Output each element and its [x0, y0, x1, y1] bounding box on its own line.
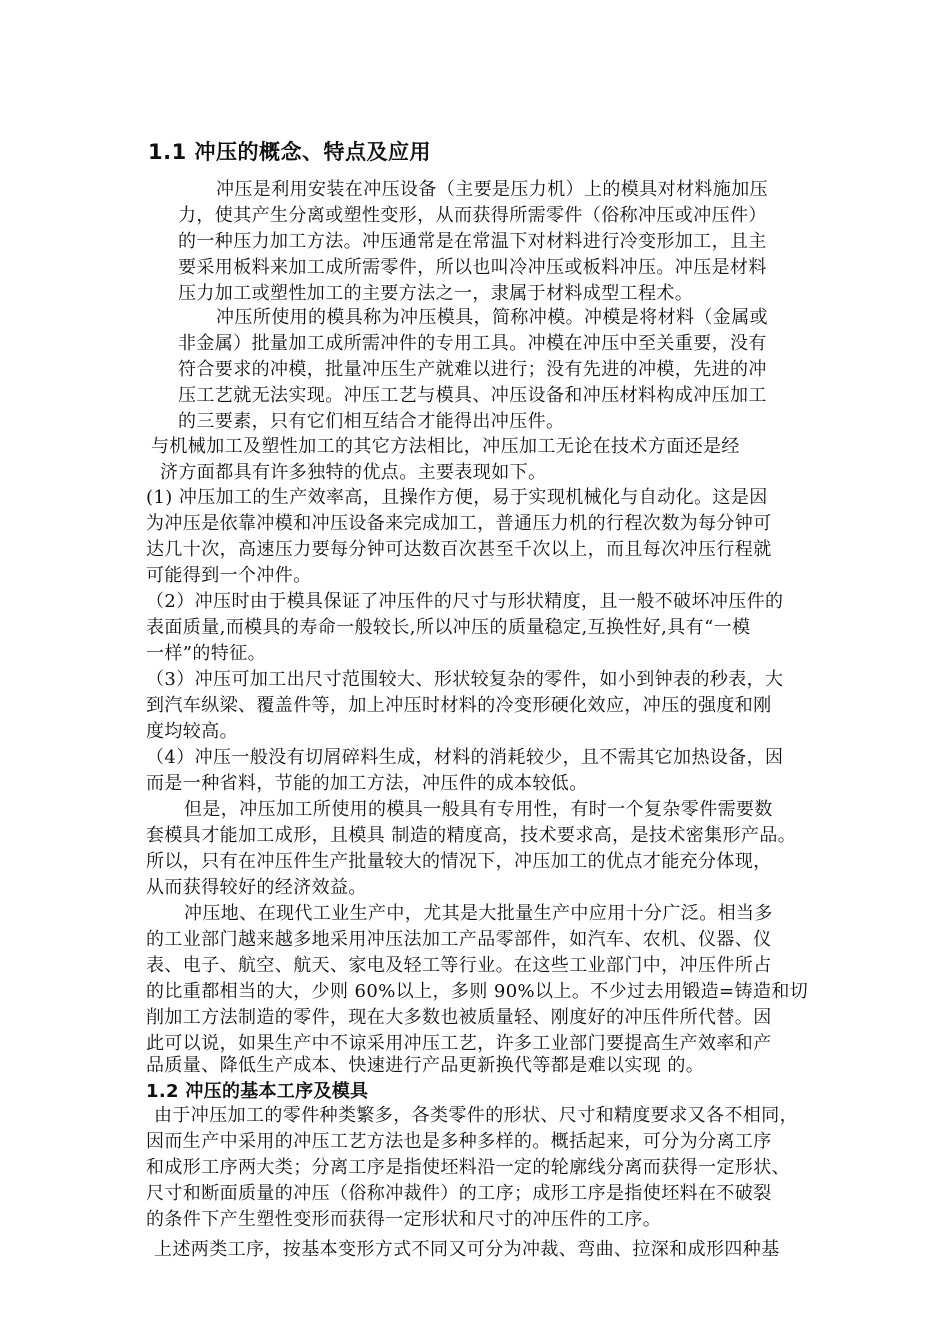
list-item-line: 为冲压是依靠冲模和冲压设备来完成加工，普通压力机的行程次数为每分钟可: [146, 513, 772, 534]
paragraph-line: 冲压是利用安装在冲压设备（主要是压力机）上的模具对材料施加压: [216, 179, 768, 200]
paragraph-line: 冲压地、在现代工业生产中，尤其是大批量生产中应用十分广泛。相当多: [184, 903, 773, 924]
list-item-line: （2）冲压时由于模具保证了冲压件的尺寸与形状精度，且一般不破坏冲压件的: [146, 591, 784, 612]
paragraph-line: 削加工方法制造的零件，现在大多数也被质量轻、刚度好的冲压件所代替。因: [146, 1007, 772, 1028]
section-1-heading: 1.1 冲压的概念、特点及应用: [148, 140, 432, 164]
paragraph-line: 的比重都相当的大，少则 60%以上，多则 90%以上。不少过去用锻造=铸造和切: [146, 981, 809, 1002]
paragraph-line: 但是，冲压加工所使用的模具一般具有专用性，有时一个复杂零件需要数: [184, 799, 773, 820]
paragraph-line: 从而获得较好的经济效益。: [146, 877, 367, 898]
paragraph-line: 和成形工序两大类；分离工序是指使坯料沿一定的轮廓线分离而获得一定形状、: [146, 1157, 790, 1178]
list-item-line: 度均较高。: [146, 721, 238, 742]
paragraph-line: 符合要求的冲模，批量冲压生产就难以进行；没有先进的冲模，先进的冲: [178, 359, 767, 380]
paragraph-line: 的条件下产生塑性变形而获得一定形状和尺寸的冲压件的工序。: [146, 1209, 662, 1230]
list-item-line: 到汽车纵梁、覆盖件等，加上冲压时材料的冷变形硬化效应，冲压的强度和刚: [146, 695, 772, 716]
section-2-heading: 1.2 冲压的基本工序及模具: [146, 1081, 369, 1102]
paragraph-line: 压力加工或塑性加工的主要方法之一，隶属于材料成型工程术。: [178, 283, 694, 304]
paragraph-line: 所以，只有在冲压件生产批量较大的情况下，冲压加工的优点才能充分体现，: [146, 851, 772, 872]
paragraph-line: 的三要素，只有它们相互结合才能得出冲压件。: [178, 411, 565, 432]
paragraph-line: 与机械加工及塑性加工的其它方法相比，冲压加工无论在技术方面还是经: [151, 436, 740, 457]
paragraph-line: 的工业部门越来越多地采用冲压法加工产品零部件，如汽车、农机、仪器、仪: [146, 929, 772, 950]
list-item-line: （4）冲压一般没有切屑碎料生成，材料的消耗较少，且不需其它加热设备，因: [146, 747, 784, 768]
paragraph-line: 表、电子、航空、航天、家电及轻工等行业。在这些工业部门中，冲压件所占: [146, 955, 772, 976]
list-item-line: 达几十次，高速压力要每分钟可达数百次甚至千次以上，而且每次冲压行程就: [146, 539, 772, 560]
list-item-line: 表面质量,而模具的寿命一般较长,所以冲压的质量稳定,互换性好,具有“一模: [146, 617, 751, 638]
list-item-line: 而是一种省料，节能的加工方法，冲压件的成本较低。: [146, 773, 588, 794]
paragraph-line: 非金属）批量加工成所需冲件的专用工具。冲模在冲压中至关重要，没有: [178, 333, 767, 354]
paragraph-line: 济方面都具有许多独特的优点。主要表现如下。: [160, 462, 547, 483]
list-item-line: 一样”的特征。: [146, 643, 267, 664]
paragraph-line: 的一种压力加工方法。冲压通常是在常温下对材料进行冷变形加工，且主: [178, 231, 767, 252]
paragraph-line: 冲压所使用的模具称为冲压模具，简称冲模。冲模是将材料（金属或: [216, 307, 768, 328]
paragraph-line: 品质量、降低生产成本、快速进行产品更新换代等都是难以实现 的。: [146, 1055, 705, 1076]
paragraph-line: 力，使其产生分离或塑性变形，从而获得所需零件（俗称冲压或冲压件）: [178, 205, 767, 226]
paragraph-line: 因而生产中采用的冲压工艺方法也是多种多样的。概括起来，可分为分离工序: [146, 1131, 772, 1152]
paragraph-line: 上述两类工序，按基本变形方式不同又可分为冲裁、弯曲、拉深和成形四种基: [154, 1239, 780, 1260]
paragraph-line: 此可以说，如果生产中不谅采用冲压工艺，许多工业部门要提高生产效率和产: [146, 1033, 772, 1054]
list-item-line: （3）冲压可加工出尺寸范围较大、形状较复杂的零件，如小到钟表的秒表，大: [146, 669, 784, 690]
paragraph-line: 套模具才能加工成形，且模具 制造的精度高，技术要求高，是技术密集形产品。: [146, 825, 797, 846]
paragraph-line: 尺寸和断面质量的冲压（俗称冲裁件）的工序；成形工序是指使坯料在不破裂: [146, 1183, 772, 1204]
paragraph-line: 由于冲压加工的零件种类繁多，各类零件的形状、尺寸和精度要求又各不相同，: [154, 1105, 798, 1126]
paragraph-line: 要采用板料来加工成所需零件，所以也叫冷冲压或板料冲压。冲压是材料: [178, 257, 767, 278]
list-item-line: 可能得到一个冲件。: [146, 565, 312, 586]
paragraph-line: 压工艺就无法实现。冲压工艺与模具、冲压设备和冲压材料构成冲压加工: [178, 385, 767, 406]
list-item-line: (1) 冲压加工的生产效率高，且操作方便，易于实现机械化与自动化。这是因: [146, 487, 768, 508]
